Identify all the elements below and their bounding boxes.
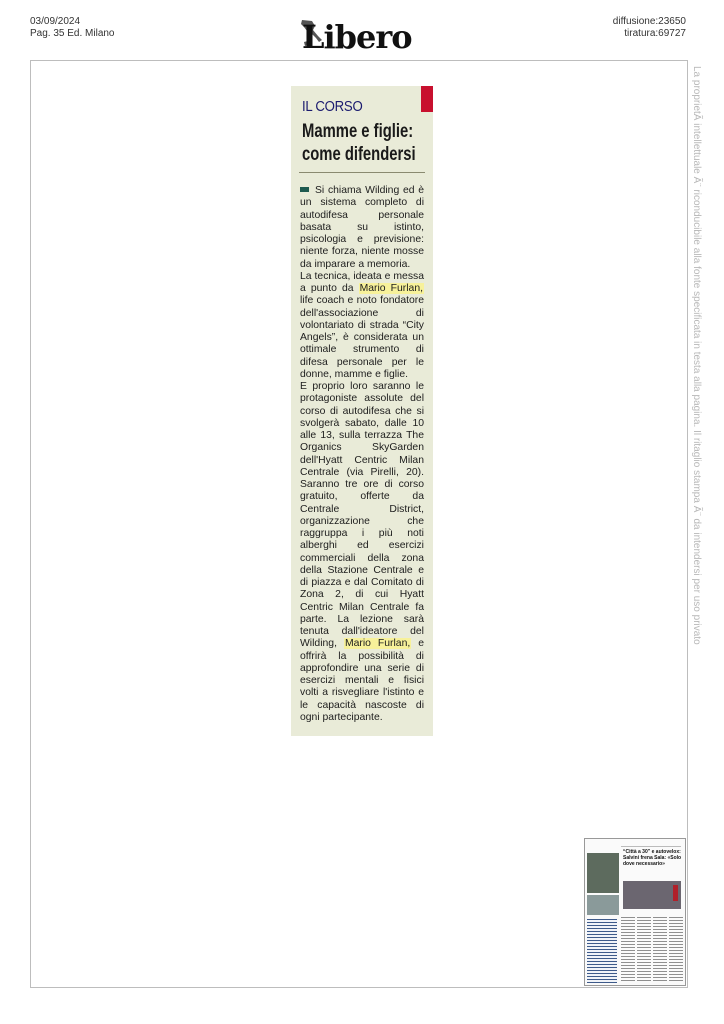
paragraph-marker-icon [300,187,309,192]
thumbnail-text-column [669,917,683,983]
highlighted-name: Mario Furlan, [344,638,411,650]
thumbnail-red-bar [673,885,678,901]
date: 03/09/2024 [30,16,81,27]
paragraph-2: La tecnica, ideata e messa a punto da Mario Furlan, life coach e noto fondatore dell'associazione di volontariato di strada “City Angels”, è considerata un ottimale strumento di difesa personale per le donne, mamme e figlie. [300,270,424,380]
article-clipping [291,86,433,736]
page-info: Pag. 35 Ed. Milano [30,28,115,39]
header-left [30,16,115,40]
thumbnail-text-column [621,917,635,983]
thumbnail-photo [587,853,619,893]
logo-text: Libero [302,18,412,56]
thumbnail-text-column [653,917,667,983]
header-right [613,16,686,40]
thumbnail-photo [587,895,619,915]
article-title: Mamme e figlie: come difendersi [302,121,416,165]
article-body [300,185,424,724]
thumbnail-blue-column [587,919,617,983]
article-kicker: IL CORSO [302,98,363,115]
thumbnail-text-column [637,917,651,983]
highlighted-name: Mario Furlan, [359,283,423,294]
paragraph-3: E proprio loro saranno le protagoniste assolute del corso di autodifesa che si svolgerà sabato, dalle 10 alle 13, sulla terrazza The Organics SkyGarden dell'Hyatt Centric Milan Centrale (via Pirelli, 20). Saranno tre ore di corso gratuito, offerte da Centrale District, organizzazione che raggruppa i più noti alberghi ed esercizi commerciali della zona della Stazione Centrale e di piazza e dal Comitato di Zona 2, di cui Hyatt Centric Milan Centrale fa parte. La lezione sarà tenuta dall'ideatore del Wilding, Mario Furlan, e offrirà la possibilità di approfondire una serie di esercizi mentali e fisici volti a risvegliare l'istinto e le capacità nascoste di ogni partecipante. [300,381,424,723]
thumbnail-header-line [621,843,681,847]
red-tab [421,86,433,112]
title-divider [299,172,425,173]
newspaper-logo [298,14,420,54]
paragraph-1: Si chiama Wilding ed è un sistema completo di autodifesa personale basata su istinto, psicologia e previsione: niente forza, niente mosse da imparare a memoria. [300,185,424,270]
thumbnail-headline: “Città a 30” e autovelox: Salvini frena Sala: «Solo dove necessario» [623,849,682,867]
copyright-notice [688,66,706,666]
tiratura: tiratura:69727 [624,28,686,39]
page-thumbnail[interactable] [584,838,686,986]
diffusione: diffusione:23650 [612,16,686,27]
copyright-text: La proprietÃ intellettuale Ã¨ riconducibile alla fonte specificata in testa alla pagina. Il ritaglio stampa Ã¨ da intendersi per uso privato [691,66,702,645]
